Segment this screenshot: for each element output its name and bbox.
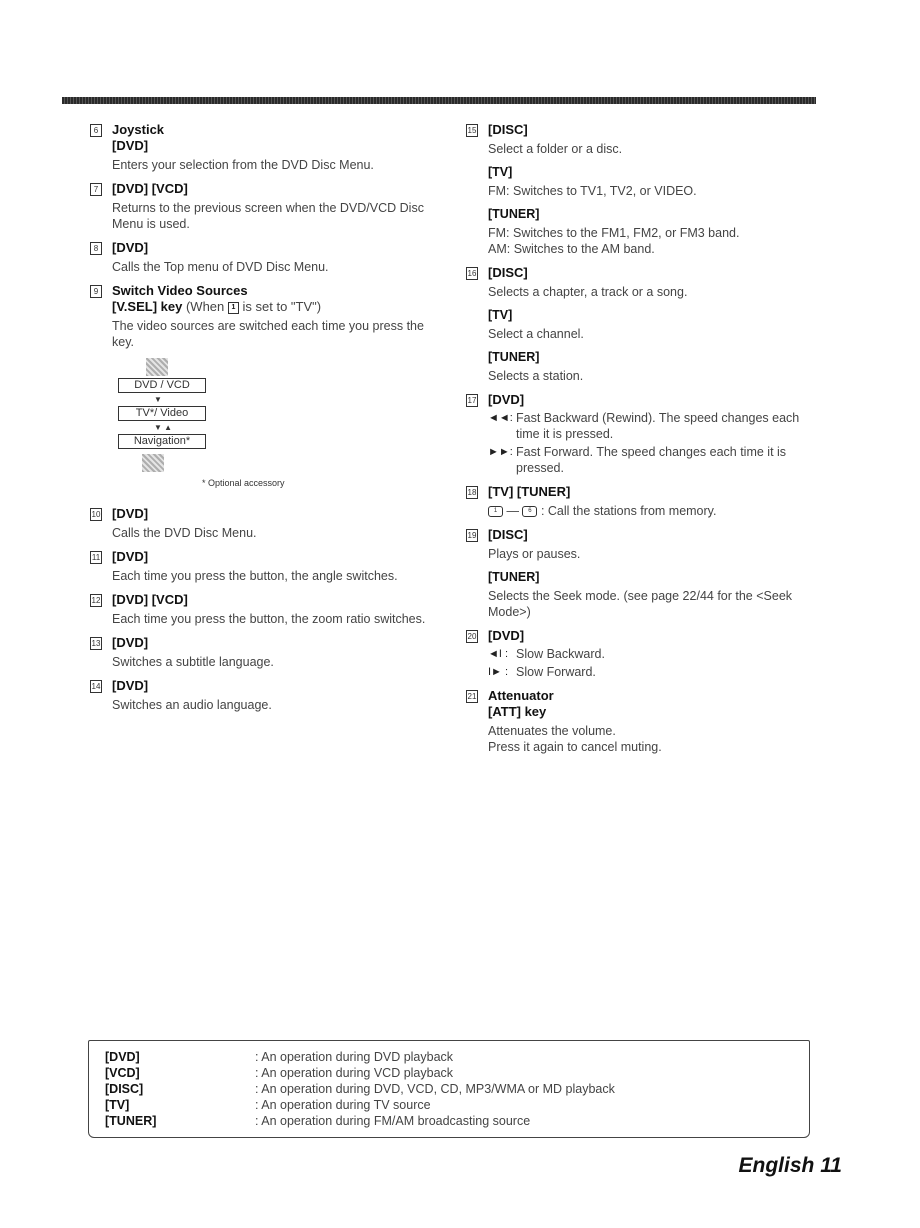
slow-backward-line bbox=[488, 646, 816, 662]
section-subtitle: [TUNER] bbox=[488, 570, 540, 584]
section-number: 9 bbox=[90, 285, 102, 298]
section-title: [DISC] bbox=[488, 122, 528, 137]
slow-forward-line bbox=[488, 664, 816, 680]
section-text: Press it again to cancel muting. bbox=[488, 740, 662, 754]
section-title: [DVD] bbox=[112, 506, 149, 521]
legend-term: [DVD] bbox=[105, 1050, 140, 1064]
section-number: 8 bbox=[90, 242, 102, 255]
section-title: [DVD] bbox=[112, 678, 149, 693]
section-title: [DVD] bbox=[488, 628, 525, 643]
section-subtitle: [DVD] bbox=[112, 138, 149, 153]
section-10 bbox=[90, 506, 430, 541]
fast-forward-text: Fast Forward. The speed changes each time it is pressed. bbox=[516, 445, 787, 475]
rewind-icon: ◄◄: bbox=[488, 412, 513, 424]
section-subtitle: [TUNER] bbox=[488, 207, 540, 221]
fast-forward-icon: ►►: bbox=[488, 446, 513, 458]
section-number: 11 bbox=[91, 553, 101, 562]
section-title: [DVD] bbox=[112, 240, 149, 255]
section-number: 7 bbox=[90, 183, 102, 196]
legend-term: [VCD] bbox=[105, 1066, 140, 1080]
section-text: Selects a chapter, a track or a song. bbox=[488, 285, 688, 299]
legend-desc: : An operation during FM/AM broadcasting source bbox=[255, 1114, 531, 1128]
section-17 bbox=[466, 392, 816, 476]
legend-term: [TUNER] bbox=[105, 1114, 157, 1128]
section-number: 6 bbox=[90, 124, 102, 137]
key-note-b: is set to "TV") bbox=[242, 299, 322, 314]
down-arrow-icon: ▼ ▲ bbox=[154, 423, 173, 432]
section-15 bbox=[466, 122, 816, 257]
section-13 bbox=[90, 635, 430, 670]
section-key-line bbox=[112, 299, 430, 315]
source-box-dvd: DVD / VCD bbox=[118, 378, 206, 393]
section-text: Enters your selection from the DVD Disc Menu. bbox=[112, 158, 374, 172]
legend-term: [TV] bbox=[105, 1098, 130, 1112]
section-6 bbox=[90, 122, 430, 173]
return-arrow-icon bbox=[142, 454, 164, 472]
section-text: AM: Switches to the AM band. bbox=[488, 242, 655, 256]
section-14 bbox=[90, 678, 430, 713]
section-text: Calls the Top menu of DVD Disc Menu. bbox=[112, 260, 329, 274]
section-number: 10 bbox=[91, 510, 101, 519]
section-11 bbox=[90, 549, 430, 584]
range-dash: — bbox=[506, 504, 519, 518]
section-number: 21 bbox=[467, 692, 477, 701]
slow-backward-icon: ◄I : bbox=[488, 648, 509, 660]
preset-6-icon: 6 bbox=[522, 506, 537, 517]
section-19 bbox=[466, 527, 816, 620]
section-number: 17 bbox=[467, 396, 477, 405]
section-title: [DISC] bbox=[488, 265, 528, 280]
legend-box bbox=[88, 1040, 810, 1138]
section-number: 14 bbox=[91, 682, 101, 691]
section-title: Switch Video Sources bbox=[112, 283, 248, 298]
section-text: Each time you press the button, the zoom ratio switches. bbox=[112, 612, 426, 626]
cycle-arrow-icon bbox=[146, 358, 168, 376]
top-rule bbox=[62, 97, 816, 104]
section-number: 18 bbox=[467, 488, 477, 497]
section-text: Select a channel. bbox=[488, 327, 584, 341]
slow-backward-text: Slow Backward. bbox=[516, 647, 605, 661]
section-text: FM: Switches to TV1, TV2, or VIDEO. bbox=[488, 184, 697, 198]
rewind-line bbox=[488, 410, 816, 442]
section-subtitle: [ATT] key bbox=[488, 704, 547, 719]
section-text: FM: Switches to the FM1, FM2, or FM3 band. bbox=[488, 226, 740, 240]
section-text: Selects the Seek mode. (see page 22/44 for the <Seek Mode>) bbox=[488, 589, 793, 619]
section-16 bbox=[466, 265, 816, 384]
optional-accessory-note: * Optional accessory bbox=[202, 478, 285, 488]
fast-forward-line bbox=[488, 444, 816, 476]
section-title: [DVD] bbox=[112, 635, 149, 650]
slow-forward-text: Slow Forward. bbox=[516, 665, 596, 679]
section-text: Switches a subtitle language. bbox=[112, 655, 274, 669]
section-7 bbox=[90, 181, 430, 232]
left-column bbox=[90, 122, 430, 721]
slow-forward-icon: I► : bbox=[488, 666, 509, 678]
section-subtitle: [TUNER] bbox=[488, 350, 540, 364]
section-number: 20 bbox=[467, 632, 477, 641]
section-number: 16 bbox=[467, 269, 477, 278]
legend-desc: : An operation during VCD playback bbox=[255, 1066, 454, 1080]
source-box-navigation: Navigation* bbox=[118, 434, 206, 449]
legend-desc: : An operation during TV source bbox=[255, 1098, 431, 1112]
right-column bbox=[466, 122, 816, 763]
rewind-text: Fast Backward (Rewind). The speed changes each time it is pressed. bbox=[516, 411, 800, 441]
preset-line bbox=[488, 503, 816, 519]
section-9 bbox=[90, 283, 430, 498]
section-title: Joystick bbox=[112, 122, 165, 137]
section-text: Attenuates the volume. bbox=[488, 724, 616, 738]
section-12 bbox=[90, 592, 430, 627]
down-arrow-icon: ▼ bbox=[154, 395, 162, 404]
section-title: Attenuator bbox=[488, 688, 554, 703]
legend-term: [DISC] bbox=[105, 1082, 144, 1096]
section-number: 13 bbox=[91, 639, 101, 648]
section-number: 12 bbox=[91, 596, 101, 605]
source-box-tv: TV*/ Video bbox=[118, 406, 206, 421]
legend-desc: : An operation during DVD playback bbox=[255, 1050, 454, 1064]
section-title: [TV] [TUNER] bbox=[488, 484, 571, 499]
section-subtitle: [TV] bbox=[488, 165, 513, 179]
preset-text: : Call the stations from memory. bbox=[540, 504, 717, 518]
section-20 bbox=[466, 628, 816, 680]
section-text: The video sources are switched each time you press the key. bbox=[112, 319, 424, 349]
section-title: [DVD] [VCD] bbox=[112, 592, 188, 607]
section-18 bbox=[466, 484, 816, 519]
key-note-a: (When bbox=[185, 299, 225, 314]
section-title: [DISC] bbox=[488, 527, 528, 542]
section-text: Each time you press the button, the angle switches. bbox=[112, 569, 398, 583]
video-source-diagram bbox=[112, 358, 430, 498]
section-number: 15 bbox=[467, 126, 477, 135]
section-text: Switches an audio language. bbox=[112, 698, 272, 712]
section-21 bbox=[466, 688, 816, 755]
section-text: Selects a station. bbox=[488, 369, 584, 383]
section-title: [DVD] [VCD] bbox=[112, 181, 188, 196]
section-text: Plays or pauses. bbox=[488, 547, 581, 561]
section-title: [DVD] bbox=[112, 549, 149, 564]
inline-number: 1 bbox=[228, 302, 239, 314]
section-text: Calls the DVD Disc Menu. bbox=[112, 526, 257, 540]
section-8 bbox=[90, 240, 430, 275]
section-text: Select a folder or a disc. bbox=[488, 142, 623, 156]
page-footer: English 11 bbox=[738, 1154, 842, 1177]
section-title: [DVD] bbox=[488, 392, 525, 407]
legend-desc: : An operation during DVD, VCD, CD, MP3/WMA or MD playback bbox=[255, 1082, 615, 1096]
section-text: Returns to the previous screen when the DVD/VCD Disc Menu is used. bbox=[112, 201, 424, 231]
key-name: [V.SEL] key bbox=[112, 299, 183, 314]
preset-1-icon: 1 bbox=[488, 506, 503, 517]
section-subtitle: [TV] bbox=[488, 308, 513, 322]
section-number: 19 bbox=[467, 531, 477, 540]
